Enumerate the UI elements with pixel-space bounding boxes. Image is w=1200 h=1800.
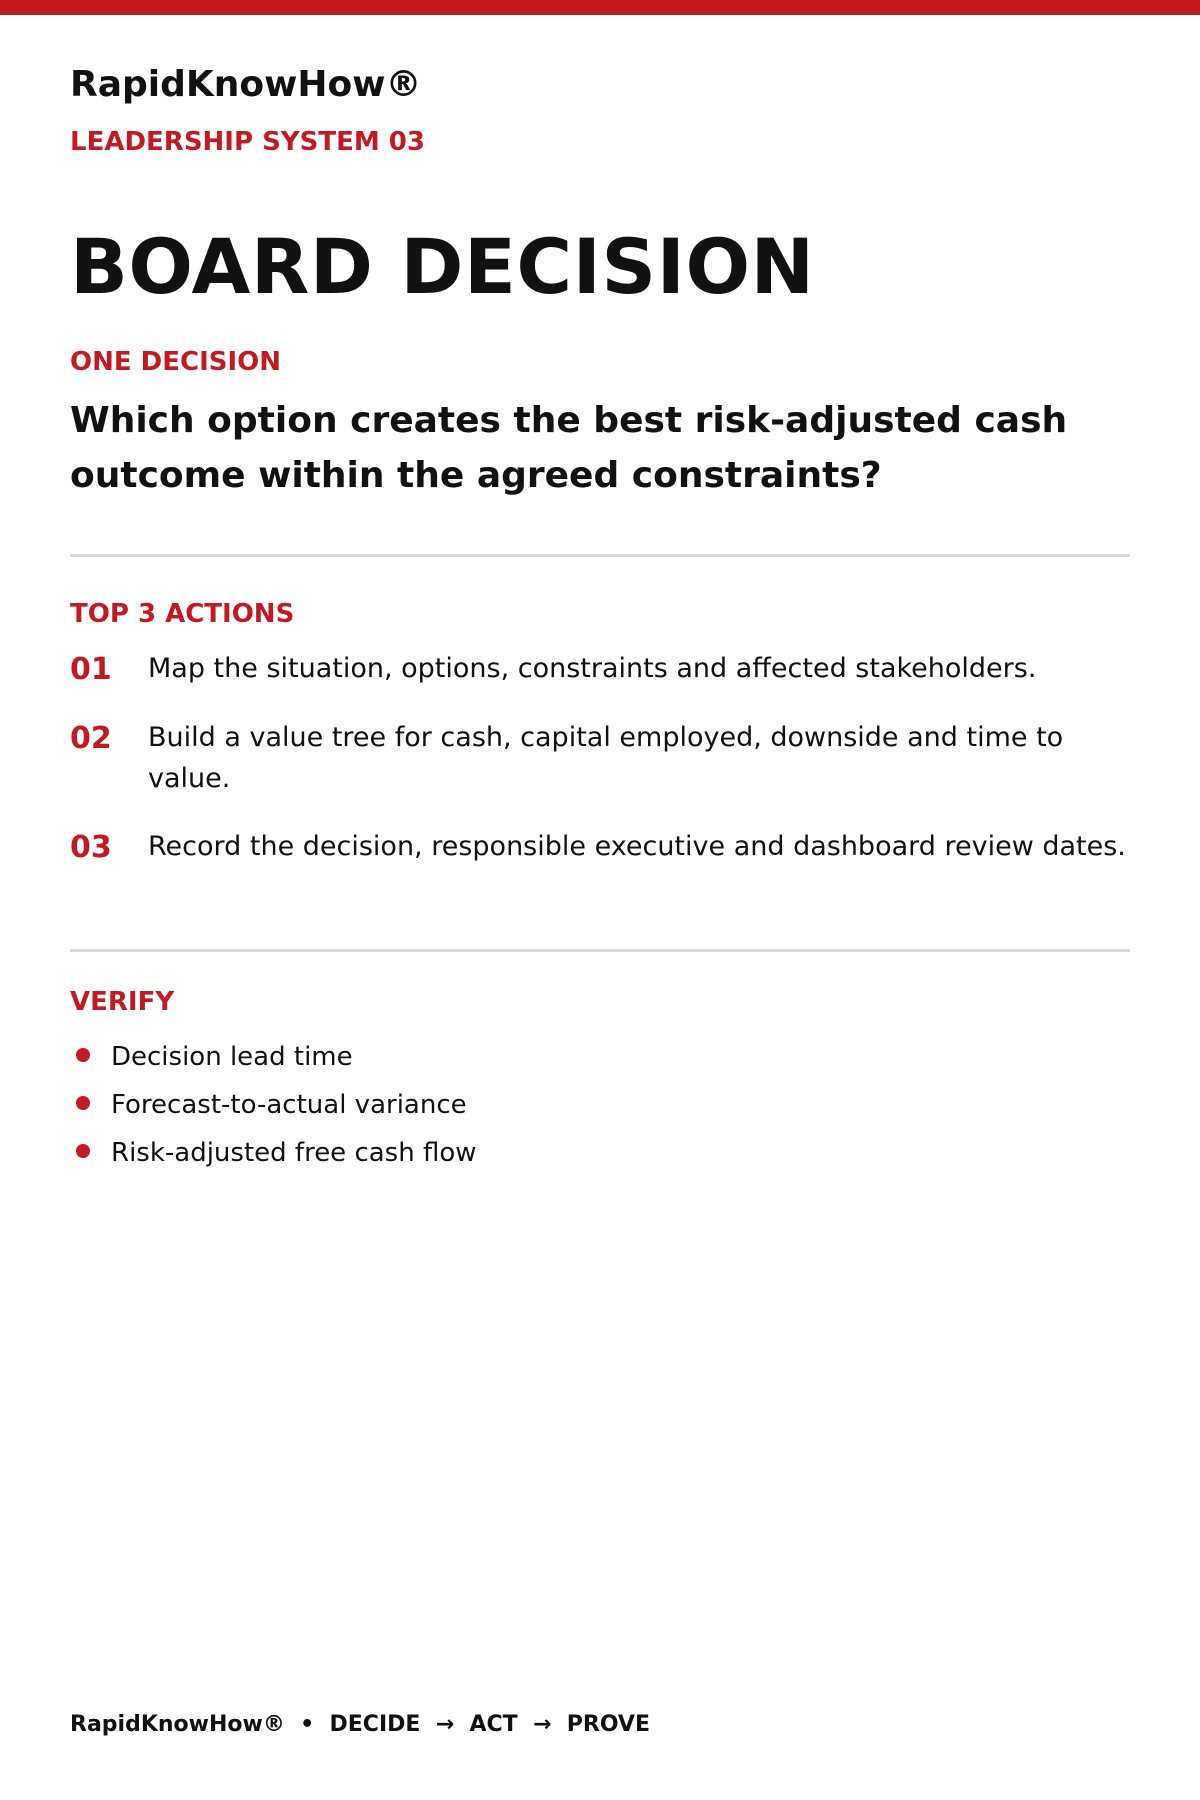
bullet-dot-icon	[76, 1048, 90, 1062]
action-text: Map the situation, options, constraints and affected stakeholders.	[148, 653, 1037, 684]
verify-list	[70, 1036, 477, 1180]
actions-list	[70, 648, 1130, 895]
verify-item-text: Forecast-to-actual variance	[111, 1090, 467, 1120]
action-number: 01	[70, 652, 112, 687]
section-divider	[70, 554, 1130, 557]
verify-item-text: Decision lead time	[111, 1042, 353, 1072]
page-title: BOARD DECISION	[70, 222, 815, 311]
decision-question: Which option creates the best risk-adjusted cash outcome within the agreed constraints?	[70, 400, 1068, 496]
system-label: LEADERSHIP SYSTEM 03	[70, 127, 425, 157]
verify-section-label: VERIFY	[70, 987, 175, 1017]
action-text: Build a value tree for cash, capital employed, downside and time to value.	[148, 722, 1064, 794]
action-number: 03	[70, 830, 112, 865]
verify-item-text: Risk-adjusted free cash flow	[111, 1138, 477, 1168]
section-divider	[70, 949, 1130, 952]
actions-section-label: TOP 3 ACTIONS	[70, 599, 295, 629]
top-accent-bar	[0, 0, 1200, 15]
action-item	[70, 826, 1130, 868]
brand-name: RapidKnowHow®	[70, 64, 422, 105]
action-text: Record the decision, responsible executive and dashboard review dates.	[148, 831, 1126, 862]
action-item	[70, 648, 1130, 690]
verify-item	[70, 1132, 477, 1180]
bullet-dot-icon	[76, 1096, 90, 1110]
action-number: 02	[70, 721, 112, 756]
decision-section-label: ONE DECISION	[70, 347, 282, 377]
verify-item	[70, 1036, 477, 1084]
bullet-dot-icon	[76, 1144, 90, 1158]
footer-tagline: RapidKnowHow® • DECIDE → ACT → PROVE	[70, 1712, 650, 1737]
verify-item	[70, 1084, 477, 1132]
action-item	[70, 717, 1130, 799]
